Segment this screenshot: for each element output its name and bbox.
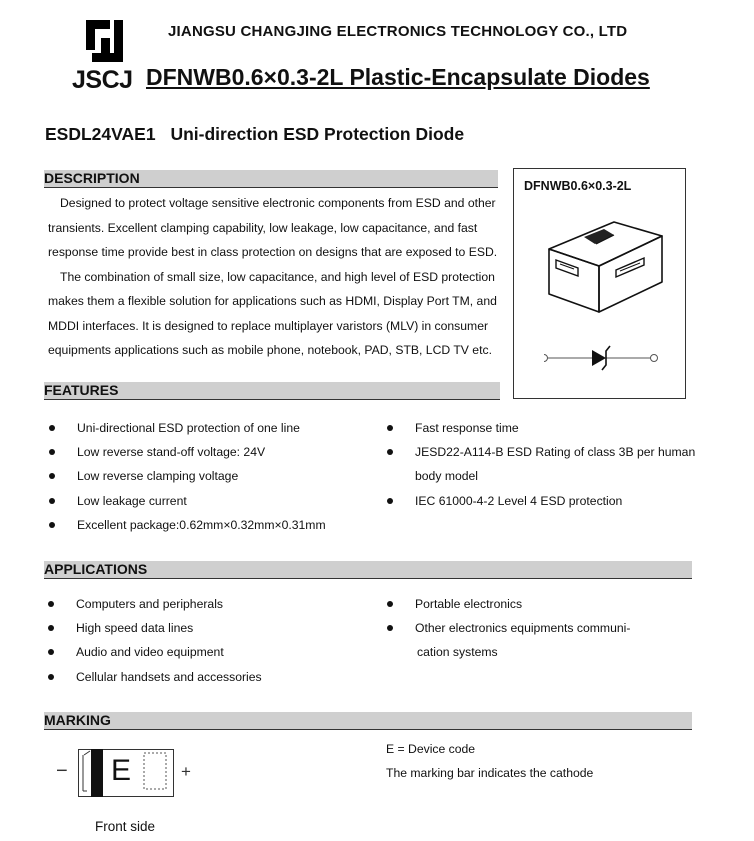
list-item (45, 640, 262, 664)
marking-heading-label: MARKING (44, 712, 111, 728)
feature-text: JESD22-A114-B ESD Rating of class 3B per human (415, 445, 696, 460)
device-code-desc: E = Device code (386, 742, 476, 756)
package-label: DFNWB0.6×0.3-2L (524, 179, 632, 193)
front-side-label: Front side (95, 819, 156, 834)
company-name: JIANGSU CHANGJING ELECTRONICS TECHNOLOGY CO., LTD (168, 23, 628, 40)
part-title (45, 124, 474, 145)
bullet-icon (387, 625, 393, 631)
part-description: Uni-direction ESD Protection Diode (170, 124, 465, 144)
list-item (46, 489, 326, 513)
application-text: High speed data lines (76, 621, 194, 636)
bullet-icon (49, 425, 55, 431)
features-heading-label: FEATURES (44, 382, 119, 398)
marking-drawing (78, 749, 174, 797)
feature-text: body model (415, 469, 479, 484)
bullet-icon (48, 674, 54, 680)
application-text: Computers and peripherals (76, 597, 224, 611)
plus-sign: + (181, 762, 191, 781)
marking-heading (44, 712, 692, 730)
applications-list-left (45, 592, 262, 689)
list-item (46, 416, 326, 440)
feature-text: Uni-directional ESD protection of one line (77, 421, 300, 435)
feature-text: Excellent package:0.62mm×0.32mm×0.31mm (77, 517, 326, 532)
description-line: The combination of small size, low capacitance, and high level of ESD protection (60, 269, 495, 284)
bullet-icon (49, 498, 55, 504)
application-text: Portable electronics (415, 597, 523, 611)
bullet-icon (387, 425, 393, 431)
bullet-icon (49, 449, 55, 455)
description-line: MDDI interfaces. It is designed to replace multiplayer varistors (MLV) in consumer (48, 318, 489, 333)
application-text: cation systems (417, 645, 498, 660)
marking-bar-desc: The marking bar indicates the cathode (386, 766, 594, 780)
package-box (513, 168, 686, 399)
feature-text: Low leakage current (77, 493, 187, 508)
package-drawing-icon (544, 214, 674, 384)
application-text: Audio and video equipment (76, 645, 224, 660)
list-item (384, 489, 695, 513)
feature-text: IEC 61000-4-2 Level 4 ESD protection (415, 493, 623, 508)
list-item (46, 440, 326, 464)
list-item (384, 640, 630, 664)
bullet-icon (48, 625, 54, 631)
bullet-icon (387, 449, 393, 455)
applications-heading (44, 561, 692, 579)
description-heading-label: DESCRIPTION (44, 170, 140, 186)
description-body (48, 191, 497, 363)
features-list-left (46, 416, 326, 537)
marking-code-char: E (111, 754, 132, 787)
description-line: response time provide best in class protection on designs that are exposed to ESD. (48, 245, 498, 259)
part-number: ESDL24VAE1 (45, 124, 156, 144)
description-line: makes them a flexible solution for applications such as HDMI, Display Port TM, and (48, 294, 497, 308)
list-item (384, 592, 630, 616)
applications-heading-label: APPLICATIONS (44, 561, 148, 577)
list-item (45, 592, 262, 616)
bullet-icon (48, 601, 54, 607)
features-list-right (384, 416, 695, 513)
list-item (45, 665, 262, 689)
description-line: equipments applications such as mobile phone, notebook, PAD, STB, LCD TV etc. (48, 343, 492, 357)
list-item (46, 464, 326, 488)
description-heading (44, 170, 498, 188)
list-item (384, 464, 695, 488)
application-text: Other electronics equipments communi- (415, 621, 631, 636)
bullet-icon (49, 522, 55, 528)
bullet-icon (387, 601, 393, 607)
description-line: transients. Excellent clamping capability, low leakage, low capacitance, and fast (48, 220, 478, 235)
company-logo (72, 18, 132, 96)
feature-text: Fast response time (415, 421, 519, 435)
logo-text: JSCJ (72, 66, 133, 94)
document-title: DFNWB0.6×0.3-2L Plastic-Encapsulate Diodes (146, 64, 650, 90)
list-item (384, 440, 695, 464)
application-text: Cellular handsets and accessories (76, 669, 262, 684)
bullet-icon (49, 473, 55, 479)
list-item (45, 616, 262, 640)
description-line: Designed to protect voltage sensitive electronic components from ESD and other (60, 196, 496, 210)
applications-list-right (384, 592, 630, 665)
list-item (46, 513, 326, 537)
list-item (384, 616, 630, 640)
feature-text: Low reverse stand-off voltage: 24V (77, 445, 266, 460)
bullet-icon (387, 498, 393, 504)
list-item (384, 416, 695, 440)
minus-sign: − (56, 760, 68, 782)
bullet-icon (48, 649, 54, 655)
feature-text: Low reverse clamping voltage (77, 469, 239, 484)
features-heading (44, 382, 500, 400)
